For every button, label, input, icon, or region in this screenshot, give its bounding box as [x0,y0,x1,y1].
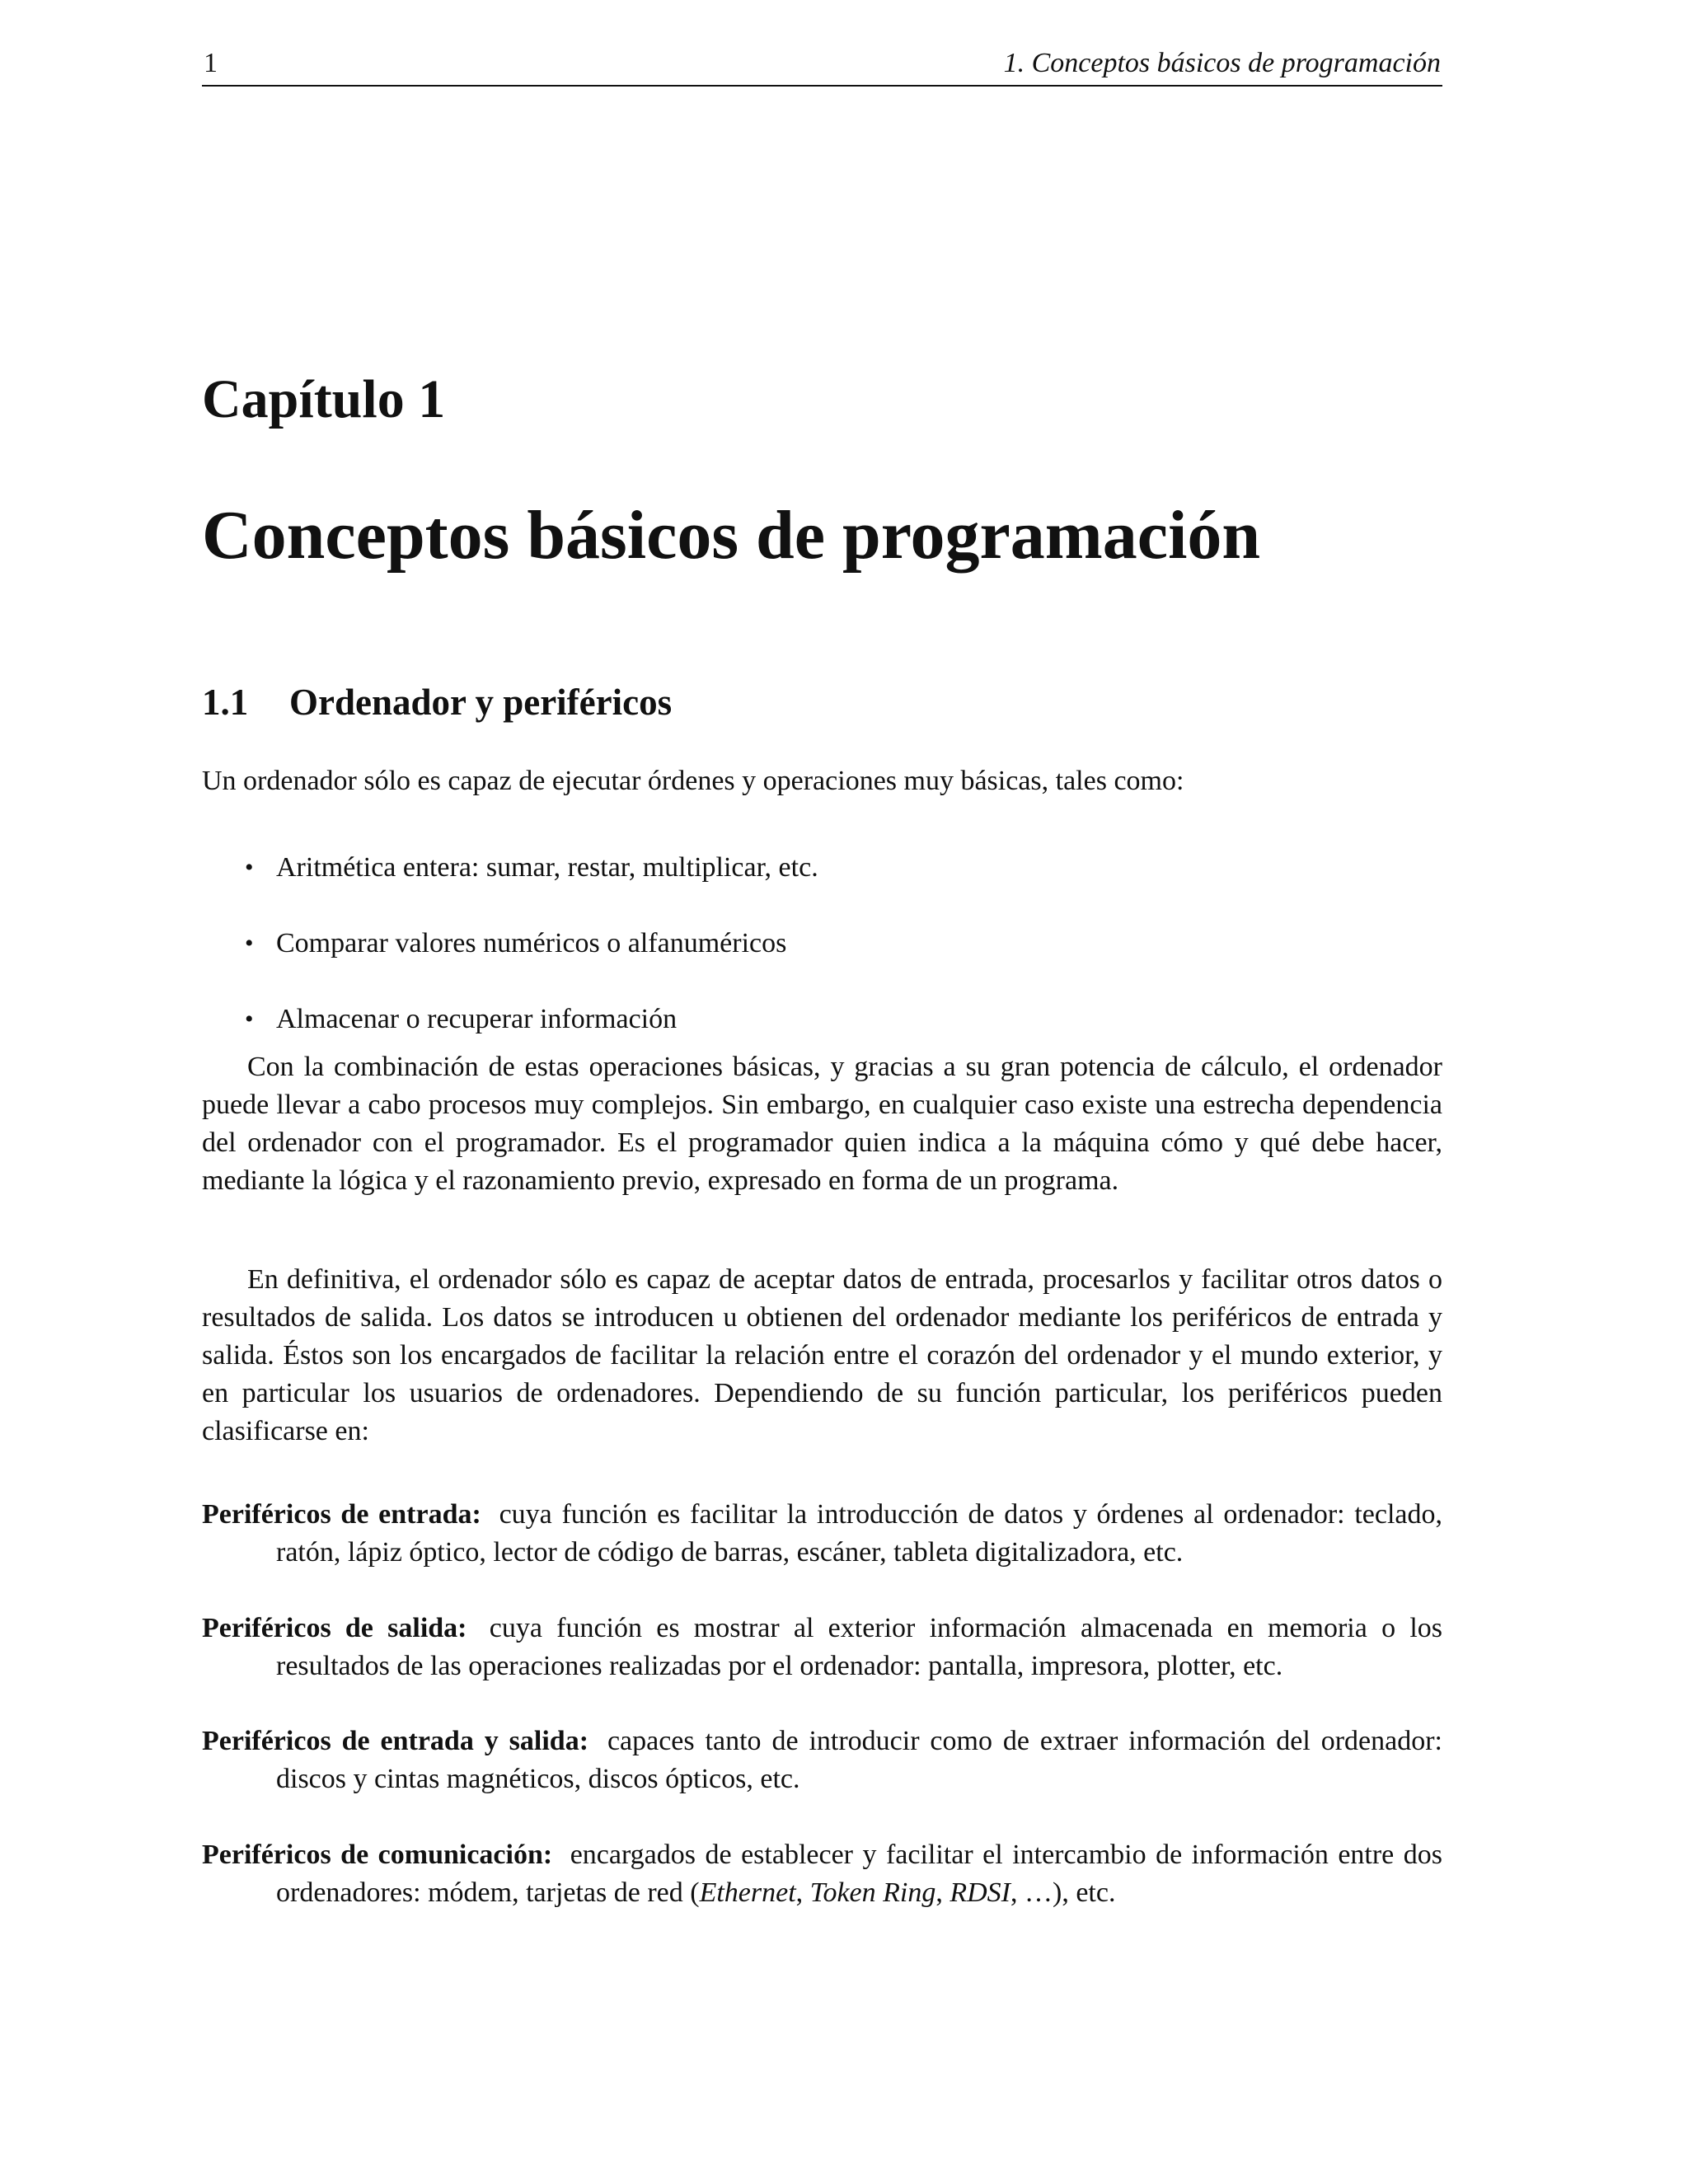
operations-list [202,849,1442,1076]
definition-text: capaces tanto de introducir como de extraer información del ordenador: discos y cintas magnéticos, discos ópticos, etc. [276,1726,1442,1794]
definition-term: Periféricos de salida: [202,1613,467,1643]
network-token-ring: Token Ring [809,1877,936,1908]
running-header [202,45,1442,87]
list-item [202,925,1442,963]
body-paragraph: En definitiva, el ordenador sólo es capaz de aceptar datos de entrada, procesarlos y facilitar otros datos o resultados de salida. Los datos se introducen u obtienen del ordenador mediante los periféricos de entrada y salida. Éstos son los encargados de facilitar la relación entre el corazón del ordenador y el mundo exterior, y en particular los usuarios de ordenadores. Dependiendo de su función particular, los periféricos pueden clasificarse en: [202,1264,1442,1446]
separator: , [1010,1877,1025,1908]
definition-item [202,1496,1442,1572]
definition-item [202,1836,1442,1912]
definition-text: cuya función es mostrar al exterior información almacenada en memoria o los resultados de las operaciones realizadas por el ordenador: pantalla, impresora, plotter, etc. [276,1613,1442,1681]
chapter-title: Conceptos básicos de programación [202,497,1261,574]
header-chapter-title: 1. Conceptos básicos de programación [1003,48,1441,78]
definition-term: Periféricos de entrada: [202,1499,481,1530]
definition-text-end: ), etc. [1053,1877,1116,1908]
list-item [202,1001,1442,1038]
definition-item [202,1610,1442,1685]
list-item [202,849,1442,887]
definition-text-start: encargados de establecer y facilitar el intercambio de información entre dos ordenadores: módem, tarjetas de red ( [276,1840,1442,1908]
intro-paragraph: Un ordenador sólo es capaz de ejecutar órdenes y operaciones muy básicas, tales como: [202,766,1184,796]
bullet-icon: • [245,1005,254,1033]
list-item-text: Comparar valores numéricos o alfanuméricos [276,928,787,958]
definition-term: Periféricos de entrada y salida: [202,1726,589,1756]
section-heading [202,677,672,727]
definition-item [202,1722,1442,1798]
bullet-icon: • [245,930,254,957]
separator: , [795,1877,810,1908]
bullet-icon: • [245,854,254,881]
definition-term: Periféricos de comunicación: [202,1840,553,1870]
list-item-text: Aritmética entera: sumar, restar, multiplicar, etc. [276,852,818,883]
network-rdsi: RDSI [950,1877,1010,1908]
definition-text: cuya función es facilitar la introducción de datos y órdenes al ordenador: teclado, ratón, lápiz óptico, lector de código de barras, escáner, tableta digitalizadora, etc. [276,1499,1443,1568]
body-paragraph: Con la combinación de estas operaciones básicas, y gracias a su gran potencia de cálculo, el ordenador puede llevar a cabo procesos muy complejos. Sin embargo, en cualquier caso existe una estrecha dependencia del ordenador con el programador. Es el programador quien indica a la máquina cómo y qué debe hacer, mediante la lógica y el razonamiento previo, expresado en forma de un programa. [202,1052,1442,1196]
page-number: 1 [204,48,218,78]
list-item-text: Almacenar o recuperar información [276,1004,678,1034]
ellipsis: … [1025,1877,1053,1908]
network-ethernet: Ethernet [699,1877,796,1908]
chapter-label: Capítulo 1 [202,369,446,429]
separator: , [935,1877,950,1908]
section-number: 1.1 [202,682,249,723]
section-title: Ordenador y periféricos [289,682,673,723]
